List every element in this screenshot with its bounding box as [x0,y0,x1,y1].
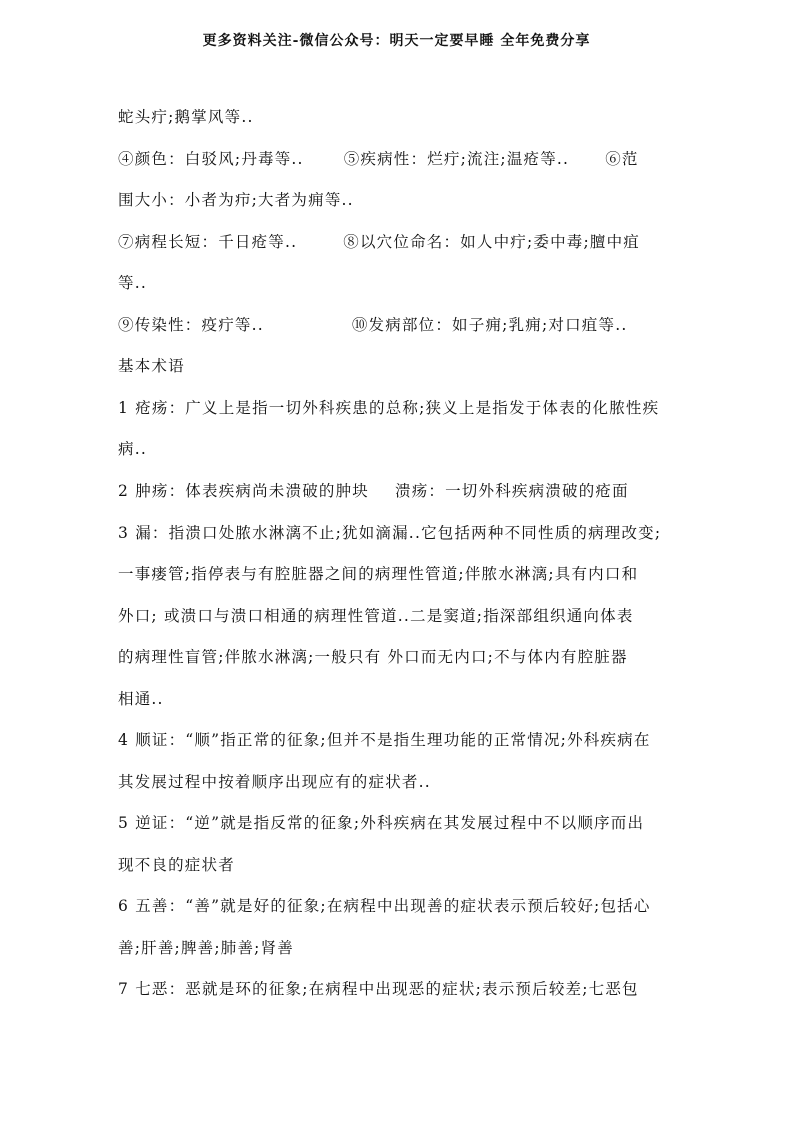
text-line: 等.. [118,274,147,292]
text-segment: ⑥范 [605,150,639,168]
text-segment: ④颜色：白驳风;丹毒等.. [118,150,304,168]
text-segment: ⑤疾病性：烂疔;流注;温疮等.. [343,150,570,168]
text-line [118,149,639,169]
text-line: 7 七恶：恶就是环的征象;在病程中出现恶的症状;表示预后较差;七恶包 [118,980,639,998]
text-line: 相通.. [118,690,164,708]
section-heading: 基本术语 [118,357,185,375]
text-segment: 溃疡：一切外科疾病溃破的疮面 [395,482,629,500]
text-line: 的病理性盲管;伴脓水淋漓;一般只有 外口而无内口;不与体内有腔脏器 [118,648,628,666]
text-line [118,315,627,335]
text-segment: ⑧以穴位命名：如人中疔;委中毒;膻中疽 [343,233,641,251]
text-line: 外口; 或溃口与溃口相通的病理性管道..二是窦道;指深部组织通向体表 [118,607,634,625]
text-line: 一事瘘管;指停表与有腔脏器之间的病理性管道;伴脓水淋漓;具有内口和 [118,565,639,583]
text-line [118,481,629,501]
text-line: 善;肝善;脾善;肺善;肾善 [118,939,294,957]
text-line: 1 疮疡：广义上是指一切外科疾患的总称;狭义上是指发于体表的化脓性疾 [118,399,660,417]
text-line: 蛇头疔;鹅掌风等.. [118,108,254,126]
text-segment: ⑨传染性：疫疔等.. [118,316,264,334]
text-line: 围大小：小者为疖;大者为痈等.. [118,191,354,209]
text-line: 其发展过程中按着顺序出现应有的症状者.. [118,773,431,791]
text-line: 4 顺证：“顺”指正常的征象;但并不是指生理功能的正常情况;外科疾病在 [118,731,651,749]
text-line [118,232,640,252]
text-segment: 2 肿疡：体表疾病尚未溃破的肿块 [118,482,369,500]
text-segment: ⑦病程长短：千日疮等.. [118,233,298,251]
text-line: 现不良的症状者 [118,856,235,874]
text-line: 5 逆证：“逆”就是指反常的征象;外科疾病在其发展过程中不以顺序而出 [118,814,645,832]
text-segment: ⑩发病部位：如子痈;乳痈;对口疽等.. [351,316,628,334]
text-line: 3 漏：指溃口处脓水淋漓不止;犹如滴漏..它包括两种不同性质的病理改变; [118,524,662,542]
text-line: 病.. [118,440,147,458]
text-line: 6 五善：“善”就是好的征象;在病程中出现善的症状表示预后较好;包括心 [118,897,651,915]
page-header: 更多资料关注-微信公众号：明天一定要早睡 全年免费分享 [202,33,591,49]
